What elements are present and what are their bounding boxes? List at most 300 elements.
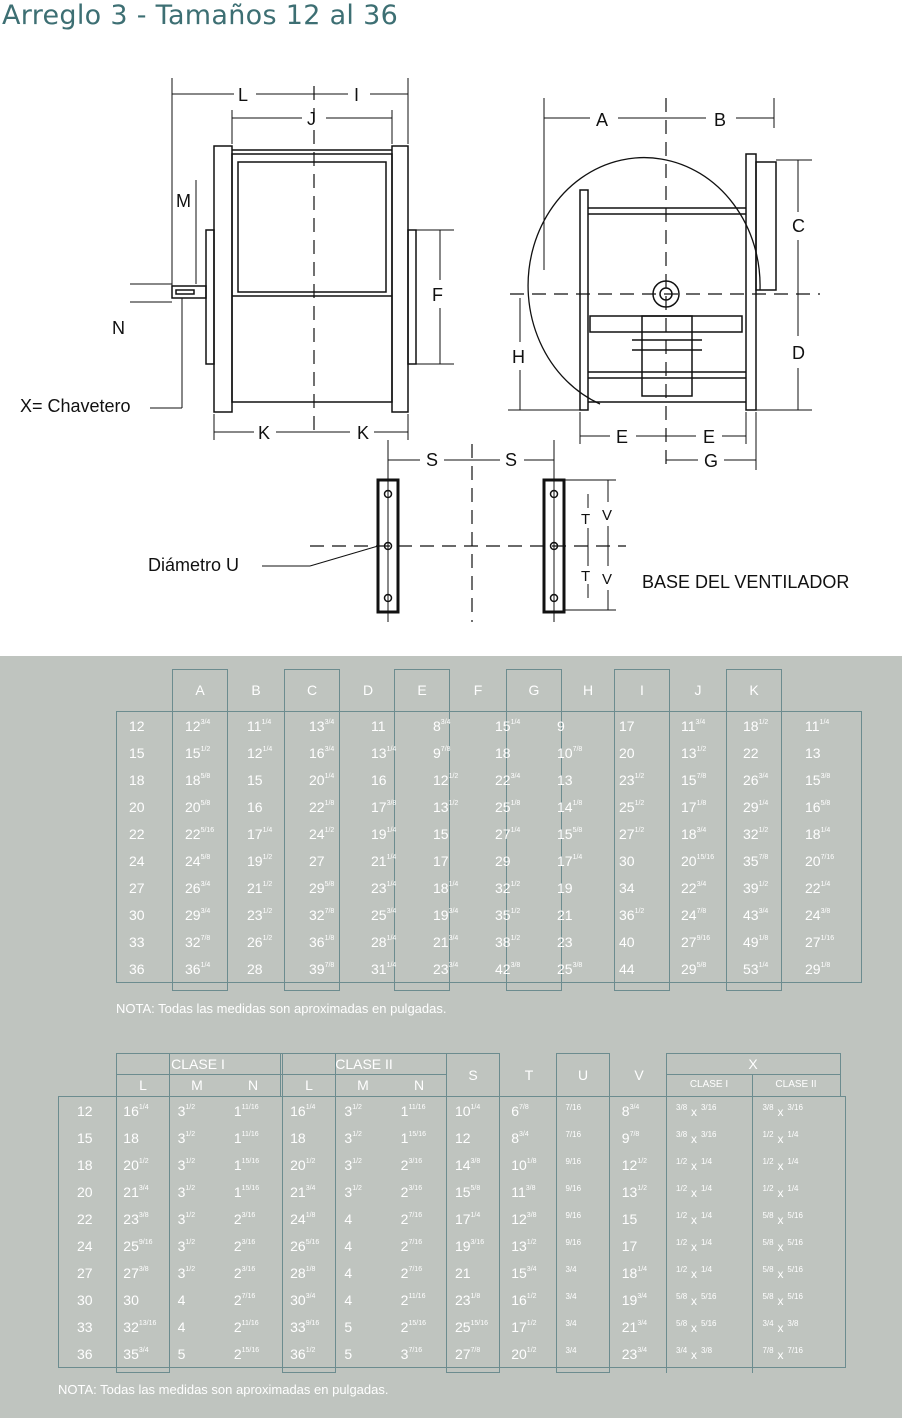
label-K-left: K: [258, 423, 271, 443]
table-cell: $15^{1/4}$: [495, 717, 521, 734]
label-T-bottom: T: [581, 568, 591, 585]
table-cell: $12^{1/2}$: [433, 771, 459, 788]
table-cell: $21^{1/2}$: [247, 879, 273, 896]
table-cell: $13^{1/2}$: [681, 744, 707, 761]
table-cell: 16: [371, 771, 387, 788]
table-cell: $3^{7/16}$: [400, 1345, 423, 1362]
table-row: [59, 1151, 846, 1178]
page-title: Arreglo 3 - Tamaños 12 al 36: [2, 0, 399, 31]
table-cell: $20^{1/2}$: [290, 1156, 316, 1173]
table-cell: $25^{1/8}$: [495, 798, 521, 815]
table-cell: $11^{1/4}$: [247, 717, 272, 734]
table-cell: $22^{3/4}$: [681, 879, 707, 896]
table-cell: 30: [77, 1291, 93, 1308]
table-cell: 19: [557, 879, 573, 896]
table-cell: $11^{3/8}$: [511, 1183, 536, 1200]
table-cell: 44: [619, 960, 635, 977]
table-row: [117, 874, 862, 901]
table-cell: $23^{3/4}$: [621, 1345, 648, 1362]
table-cell: $28^{1/4}$: [371, 933, 397, 950]
table-cell: 30: [123, 1291, 139, 1308]
label-H: H: [512, 347, 525, 367]
table-cell: 12: [129, 717, 145, 734]
table-cell: $8^{3/4}$: [511, 1129, 529, 1146]
table-cell: $1^{11/16}$: [400, 1102, 426, 1119]
table1-header-K: K: [749, 682, 759, 698]
table-cell: 34: [619, 879, 635, 896]
table-cell: $2^{3/16}$: [400, 1183, 423, 1200]
table-cell: $1^{15/16}$: [233, 1183, 260, 1200]
table-cell: $19^{3/4}$: [621, 1291, 648, 1308]
table-cell: $^{5/8}$ x $^{5/16}$: [762, 1264, 803, 1281]
table-cell: $2^{3/16}$: [233, 1210, 256, 1227]
grid-line: [280, 1053, 281, 1096]
table-cell: $15^{3/4}$: [511, 1264, 537, 1281]
table-cell: $23^{1/4}$: [371, 879, 397, 896]
table-cell: $2^{3/16}$: [233, 1264, 256, 1281]
table-cell: $16^{1/4}$: [123, 1102, 149, 1119]
table-cell: $19^{1/2}$: [247, 852, 273, 869]
table-cell: $15^{5/8}$: [454, 1183, 481, 1200]
header-N-2: N: [413, 1077, 425, 1093]
table-cell: $28^{1/8}$: [290, 1264, 316, 1281]
table-cell: 9/16: [565, 1237, 582, 1247]
table-cell: $25^{15/16}$: [454, 1318, 489, 1335]
dimensions-table-2: [58, 1096, 846, 1368]
table-row: [117, 766, 862, 793]
table-cell: $53^{1/4}$: [743, 960, 769, 977]
table-cell: $18^{1/4}$: [805, 825, 831, 842]
table-cell: $^{5/8}$ x $^{5/16}$: [762, 1291, 803, 1308]
header-L-1: L: [139, 1077, 147, 1093]
table-cell: $2^{11/16}$: [400, 1291, 426, 1308]
table-row: [117, 820, 862, 847]
table-cell: $29^{1/8}$: [805, 960, 831, 977]
table-cell: 3/4: [565, 1345, 577, 1355]
table-row: [117, 847, 862, 874]
grid-line: [666, 1053, 840, 1054]
table-cell: $^{1/2}$ x $^{1/4}$: [676, 1183, 713, 1200]
header-M-1: M: [191, 1077, 203, 1093]
header-clase-1: CLASE I: [171, 1056, 225, 1072]
label-D: D: [792, 343, 805, 363]
header-S: S: [468, 1067, 478, 1083]
table2-note: NOTA: Todas las medidas son aproximadas en pulgadas.: [58, 1382, 389, 1397]
table-cell: 4: [344, 1291, 353, 1308]
table-cell: $25^{1/2}$: [619, 798, 645, 815]
table-cell: $^{5/8}$ x $^{5/16}$: [676, 1291, 717, 1308]
table-row: [59, 1286, 846, 1313]
table-cell: $11^{1/4}$: [805, 717, 830, 734]
table-cell: $36^{1/2}$: [619, 906, 645, 923]
table-cell: $^{1/2}$ x $^{1/4}$: [762, 1183, 799, 1200]
table-cell: $26^{3/4}$: [185, 879, 211, 896]
table-cell: $27^{9/16}$: [681, 933, 711, 950]
table-cell: $31^{1/4}$: [371, 960, 397, 977]
table-cell: $33^{9/16}$: [290, 1318, 320, 1335]
header-x-clase-1: CLASE I: [689, 1079, 729, 1090]
table-cell: $43^{3/4}$: [743, 906, 769, 923]
table-cell: 5: [177, 1345, 186, 1362]
table-cell: 13: [805, 744, 821, 761]
table-cell: 18: [123, 1129, 139, 1146]
label-J: J: [307, 109, 316, 129]
table-cell: 24: [77, 1237, 93, 1254]
table-row: [59, 1178, 846, 1205]
table-cell: $36^{1/4}$: [185, 960, 211, 977]
table-cell: $^{1/2}$ x $^{1/4}$: [676, 1237, 713, 1254]
table-cell: 15: [621, 1210, 638, 1227]
table-cell: $21^{3/4}$: [433, 933, 459, 950]
table-row: [59, 1097, 846, 1125]
table-cell: $2^{3/16}$: [400, 1156, 423, 1173]
header-V: V: [634, 1067, 644, 1083]
table-cell: 9/16: [565, 1156, 582, 1166]
table-cell: $16^{5/8}$: [805, 798, 831, 815]
table-cell: $32^{7/8}$: [185, 933, 211, 950]
table-cell: 11: [371, 717, 386, 734]
header-N-1: N: [247, 1077, 259, 1093]
table-cell: $15^{7/8}$: [681, 771, 707, 788]
table-cell: $^{1/2}$ x $^{1/4}$: [676, 1210, 713, 1227]
table-cell: 18: [129, 771, 145, 788]
table-cell: $17^{1/4}$: [454, 1210, 481, 1227]
table-cell: $19^{1/4}$: [371, 825, 397, 842]
table-cell: 20: [129, 798, 145, 815]
table-cell: $11^{3/4}$: [681, 717, 706, 734]
label-S-right: S: [505, 450, 518, 470]
table-cell: $19^{3/16}$: [454, 1237, 485, 1254]
table-cell: 40: [619, 933, 635, 950]
table-cell: 17: [621, 1237, 638, 1254]
table-cell: 15: [247, 771, 263, 788]
table-cell: $2^{3/16}$: [233, 1237, 256, 1254]
table-cell: $21^{3/4}$: [123, 1183, 149, 1200]
grid-line: [840, 1053, 841, 1096]
table-cell: $35^{7/8}$: [743, 852, 769, 869]
table-cell: 18: [77, 1156, 93, 1173]
table-cell: $^{1/2}$ x $^{1/4}$: [762, 1156, 799, 1173]
table-cell: $3^{1/2}$: [344, 1156, 362, 1173]
table-cell: $32^{7/8}$: [309, 906, 335, 923]
table-cell: 15: [433, 825, 449, 842]
fan-drawing: [0, 0, 902, 640]
table-cell: 4: [344, 1210, 353, 1227]
table-cell: $10^{1/4}$: [454, 1102, 481, 1119]
table-cell: $14^{1/8}$: [557, 798, 583, 815]
table-cell: $13^{1/2}$: [433, 798, 459, 815]
table-cell: 24: [129, 852, 145, 869]
table-cell: $18^{1/4}$: [621, 1264, 648, 1281]
table-cell: $23^{3/8}$: [123, 1210, 149, 1227]
table-row: [117, 793, 862, 820]
table-cell: $8^{3/4}$: [621, 1102, 640, 1119]
table-cell: 4: [177, 1318, 186, 1335]
table-cell: $13^{1/4}$: [371, 744, 397, 761]
table-cell: $25^{3/8}$: [557, 960, 583, 977]
table-cell: $24^{1/8}$: [290, 1210, 316, 1227]
table-cell: $3^{1/2}$: [177, 1156, 196, 1173]
table-cell: $29^{5/8}$: [681, 960, 707, 977]
table-cell: $3^{1/2}$: [177, 1129, 196, 1146]
table-cell: $24^{7/8}$: [681, 906, 707, 923]
table-cell: 27: [77, 1264, 93, 1281]
table-cell: $24^{1/2}$: [309, 825, 335, 842]
table-cell: $27^{3/8}$: [123, 1264, 149, 1281]
table-cell: 29: [495, 852, 511, 869]
label-A: A: [596, 110, 609, 130]
table-cell: $18^{1/4}$: [433, 879, 459, 896]
table1-header-G: G: [528, 682, 540, 698]
table-cell: 4: [344, 1264, 353, 1281]
label-keyway: X= Chavetero: [20, 396, 131, 416]
table-cell: $27^{1/2}$: [619, 825, 645, 842]
table-cell: $39^{1/2}$: [743, 879, 769, 896]
table-cell: $35^{1/2}$: [495, 906, 521, 923]
table-cell: $1^{11/16}$: [233, 1129, 259, 1146]
table1-header-I: I: [640, 682, 644, 698]
table-cell: $30^{3/4}$: [290, 1291, 316, 1308]
table-row: [59, 1124, 846, 1151]
label-E-left: E: [616, 427, 629, 447]
table-cell: 7/16: [565, 1102, 582, 1112]
table-cell: $15^{5/8}$: [557, 825, 583, 842]
table-cell: $20^{15/16}$: [681, 852, 715, 869]
label-V-top: V: [602, 507, 613, 524]
table-cell: $17^{1/8}$: [681, 798, 707, 815]
table-cell: 20: [77, 1183, 93, 1200]
table-cell: $18^{5/8}$: [185, 771, 211, 788]
table-cell: 28: [247, 960, 263, 977]
table-cell: $3^{1/2}$: [344, 1102, 362, 1119]
table-cell: 4: [177, 1291, 186, 1308]
table-cell: 30: [619, 852, 635, 869]
table-row: [59, 1259, 846, 1286]
table-cell: $26^{5/16}$: [290, 1237, 320, 1254]
table1-header-F: F: [473, 682, 483, 698]
table-cell: $^{5/8}$ x $^{5/16}$: [762, 1210, 803, 1227]
table-cell: $32^{1/2}$: [495, 879, 521, 896]
table-row: [59, 1340, 846, 1368]
table1-header-D: D: [362, 682, 374, 698]
table-cell: 12: [77, 1102, 93, 1119]
table-cell: $21^{3/4}$: [290, 1183, 316, 1200]
table-cell: 3/4: [565, 1264, 577, 1274]
label-B: B: [714, 110, 727, 130]
table-cell: $^{1/2}$ x $^{1/4}$: [762, 1129, 799, 1146]
table-cell: 4: [344, 1237, 353, 1254]
table-cell: $19^{3/4}$: [433, 906, 459, 923]
table-cell: $27^{7/8}$: [454, 1345, 481, 1362]
table-cell: 27: [309, 852, 325, 869]
table-cell: $49^{1/8}$: [743, 933, 769, 950]
table-cell: 17: [619, 717, 635, 734]
table1-header-H: H: [582, 682, 594, 698]
label-G: G: [704, 451, 719, 471]
table-cell: $39^{7/8}$: [309, 960, 335, 977]
table-cell: 16: [247, 798, 263, 815]
table-cell: 17: [433, 852, 449, 869]
table-cell: $20^{7/16}$: [805, 852, 835, 869]
table-cell: $^{3/8}$ x $^{3/16}$: [676, 1102, 717, 1119]
table-cell: $^{3/8}$ x $^{3/16}$: [676, 1129, 717, 1146]
table-cell: $3^{1/2}$: [177, 1210, 196, 1227]
table-cell: $20^{1/2}$: [511, 1345, 537, 1362]
table-cell: 15: [129, 744, 145, 761]
table-cell: $^{5/8}$ x $^{5/16}$: [762, 1237, 803, 1254]
table-cell: $36^{1/2}$: [290, 1345, 316, 1362]
label-M: M: [176, 191, 191, 211]
table-cell: $22^{1/4}$: [805, 879, 831, 896]
table-cell: $3^{1/2}$: [177, 1237, 196, 1254]
table-cell: $25^{3/4}$: [371, 906, 397, 923]
table-cell: $13^{1/2}$: [511, 1237, 537, 1254]
label-S-left: S: [426, 450, 439, 470]
table-cell: $9^{7/8}$: [621, 1129, 640, 1146]
table-cell: $22^{1/8}$: [309, 798, 335, 815]
table-cell: 3/4: [565, 1291, 577, 1301]
table-cell: 21: [454, 1264, 471, 1281]
table-cell: $2^{11/16}$: [233, 1318, 259, 1335]
header-L-2: L: [305, 1077, 313, 1093]
table-cell: $20^{5/8}$: [185, 798, 211, 815]
table-cell: $^{5/8}$ x $^{5/16}$: [676, 1318, 717, 1335]
dimensions-table-1: [116, 711, 862, 983]
table-cell: $8^{3/4}$: [433, 717, 451, 734]
table-cell: $2^{7/16}$: [400, 1210, 423, 1227]
table-row: [117, 712, 862, 740]
table-cell: $3^{1/2}$: [344, 1129, 362, 1146]
table-cell: $25^{9/16}$: [123, 1237, 153, 1254]
table-cell: $27^{1/16}$: [805, 933, 835, 950]
table1-note: NOTA: Todas las medidas son aproximadas en pulgadas.: [116, 1001, 447, 1016]
table-cell: $23^{1/8}$: [454, 1291, 481, 1308]
table-cell: $3^{1/2}$: [177, 1102, 196, 1119]
table-cell: $35^{3/4}$: [123, 1345, 149, 1362]
table-cell: $^{3/4}$ x $^{3/8}$: [676, 1345, 713, 1362]
label-E-right: E: [703, 427, 716, 447]
header-M-2: M: [357, 1077, 369, 1093]
table-cell: 7/16: [565, 1129, 582, 1139]
table-cell: $2^{7/16}$: [400, 1264, 423, 1281]
table-cell: 20: [619, 744, 635, 761]
table-cell: 36: [129, 960, 145, 977]
table-cell: $1^{11/16}$: [233, 1102, 259, 1119]
table-cell: 27: [129, 879, 145, 896]
table-cell: $12^{3/8}$: [511, 1210, 537, 1227]
table-cell: $12^{1/4}$: [247, 744, 273, 761]
table-cell: 33: [77, 1318, 93, 1335]
table-cell: $24^{5/8}$: [185, 852, 211, 869]
table-cell: $21^{1/4}$: [371, 852, 397, 869]
header-U: U: [577, 1067, 589, 1083]
table-cell: $22^{5/16}$: [185, 825, 215, 842]
table-cell: $^{1/2}$ x $^{1/4}$: [676, 1264, 713, 1281]
label-I: I: [354, 85, 360, 105]
table-cell: $17^{1/2}$: [511, 1318, 537, 1335]
side-left-flange: [214, 146, 232, 412]
table-cell: $26^{3/4}$: [743, 771, 769, 788]
table1-header-C: C: [306, 682, 318, 698]
table-cell: $22^{3/4}$: [495, 771, 521, 788]
table-row: [117, 739, 862, 766]
table-cell: $17^{3/8}$: [371, 798, 397, 815]
table-row: [59, 1232, 846, 1259]
table-cell: $1^{15/16}$: [233, 1156, 260, 1173]
table-cell: 18: [495, 744, 511, 761]
table-cell: 3/4: [565, 1318, 577, 1328]
header-x: X: [748, 1056, 758, 1072]
table1-header-A: A: [195, 682, 205, 698]
table-cell: $3^{1/2}$: [177, 1264, 196, 1281]
table-cell: $17^{1/4}$: [247, 825, 273, 842]
shaft: [172, 286, 206, 298]
table1-header-J: J: [694, 682, 702, 698]
header-T: T: [524, 1067, 534, 1083]
table-cell: 9: [557, 717, 565, 734]
table-cell: 30: [129, 906, 145, 923]
table-cell: $42^{3/8}$: [495, 960, 521, 977]
table-row: [59, 1313, 846, 1340]
table-cell: $17^{1/4}$: [557, 852, 583, 869]
table-cell: $16^{1/4}$: [290, 1102, 316, 1119]
table-cell: $12^{1/2}$: [621, 1156, 648, 1173]
table-cell: $26^{1/2}$: [247, 933, 273, 950]
table-cell: $16^{1/2}$: [511, 1291, 537, 1308]
table-cell: $14^{3/8}$: [454, 1156, 481, 1173]
table-cell: $13^{1/2}$: [621, 1183, 648, 1200]
table-cell: 15: [77, 1129, 93, 1146]
table-cell: $12^{3/4}$: [185, 717, 211, 734]
table-cell: $2^{7/16}$: [233, 1291, 256, 1308]
table-cell: $16^{3/4}$: [309, 744, 335, 761]
table-cell: $13^{3/4}$: [309, 717, 335, 734]
label-diameter: Diámetro U: [148, 555, 240, 575]
table-cell: $29^{1/4}$: [743, 798, 769, 815]
table-cell: $36^{1/8}$: [309, 933, 335, 950]
table-cell: $32^{13/16}$: [123, 1318, 157, 1335]
table-cell: $^{3/4}$ x $^{3/8}$: [762, 1318, 799, 1335]
label-base: BASE DEL VENTILADOR: [642, 572, 850, 592]
table1-header-B: B: [251, 682, 261, 698]
table-cell: 21: [557, 906, 573, 923]
table-cell: $23^{1/2}$: [247, 906, 273, 923]
table-cell: $23^{1/2}$: [619, 771, 645, 788]
table-cell: $2^{15/16}$: [233, 1345, 260, 1362]
table-cell: $21^{3/4}$: [621, 1318, 648, 1335]
table-cell: 22: [743, 744, 759, 761]
table-cell: 36: [77, 1345, 93, 1362]
label-V-bottom: V: [602, 571, 613, 588]
table-cell: 13: [557, 771, 573, 788]
table-cell: $20^{1/2}$: [123, 1156, 149, 1173]
table-cell: $^{3/8}$ x $^{3/16}$: [762, 1102, 803, 1119]
table-cell: $15^{3/8}$: [805, 771, 831, 788]
table1-header-E: E: [417, 682, 427, 698]
table-cell: 23: [557, 933, 573, 950]
label-L: L: [238, 85, 249, 105]
label-C: C: [792, 216, 805, 236]
table-cell: $20^{1/4}$: [309, 771, 335, 788]
label-F: F: [432, 285, 443, 305]
table-cell: $9^{7/8}$: [433, 744, 451, 761]
table-cell: $3^{1/2}$: [344, 1183, 362, 1200]
table-cell: $18^{3/4}$: [681, 825, 707, 842]
table-cell: $^{1/2}$ x $^{1/4}$: [676, 1156, 713, 1173]
table-cell: $15^{1/2}$: [185, 744, 211, 761]
table-cell: $^{7/8}$ x $^{7/16}$: [762, 1345, 803, 1362]
table-cell: 5: [344, 1318, 353, 1335]
